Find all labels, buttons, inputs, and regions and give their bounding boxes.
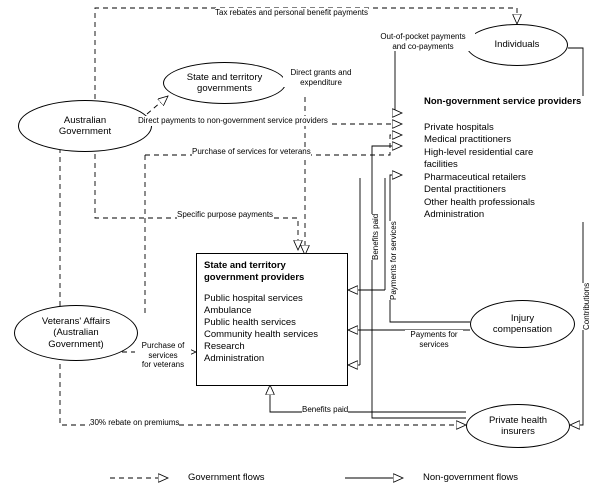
node-state-territory-providers[interactable]: [196, 253, 348, 386]
label-benefits-paid-bottom: Benefits paid: [302, 405, 349, 414]
label-purchase-services-veterans-top: Purchase of services for veterans: [192, 147, 311, 156]
legend-government-flows-label: Government flows: [188, 472, 265, 483]
label-contributions-vertical: Contributions: [582, 282, 591, 330]
node-state-territory-governments[interactable]: [163, 62, 286, 104]
label-rebate-premiums: 30% rebate on premiums: [90, 418, 180, 427]
label-purchase-services-veterans-left: Purchase of services for veterans: [135, 341, 191, 370]
non-government-providers-item: Other health professionals: [424, 196, 535, 208]
node-injury-compensation[interactable]: [470, 300, 575, 348]
state-territory-providers-title: State and territory government providers: [204, 260, 305, 283]
label-direct-payments-non-gov: Direct payments to non-government service providers: [138, 116, 328, 125]
state-territory-providers-item: Ambulance: [204, 305, 252, 316]
node-private-health-insurers[interactable]: [466, 404, 570, 448]
non-government-providers-title: Non-government service providers: [424, 96, 582, 107]
label-specific-purpose-payments: Specific purpose payments: [177, 210, 274, 219]
node-state-territory-governments-label: State and territory governments: [186, 71, 263, 94]
state-territory-providers-item: Public hospital services: [204, 293, 303, 304]
state-territory-providers-item: Public health services: [204, 317, 296, 328]
state-territory-providers-item: Research: [204, 341, 245, 352]
label-payments-for-services: Payments for services: [405, 330, 463, 349]
non-government-providers-item: Medical practitioners: [424, 134, 512, 145]
node-private-health-insurers-label: Private health insurers: [488, 414, 548, 437]
node-veterans-affairs[interactable]: [14, 305, 138, 361]
node-individuals[interactable]: [466, 24, 568, 66]
non-government-providers-item: Private hospitals: [424, 121, 494, 133]
state-territory-providers-item: Administration: [204, 353, 265, 364]
non-government-providers-item: Dental practitioners: [424, 184, 506, 195]
node-australian-government-label: Australian Government: [58, 114, 112, 137]
non-government-providers-item: High-level residential care facilities: [424, 146, 534, 170]
node-australian-government[interactable]: [18, 100, 152, 152]
label-benefits-paid-vertical: Benefits paid: [371, 213, 380, 260]
label-tax-rebates: Tax rebates and personal benefit payments: [215, 8, 368, 17]
node-non-government-providers[interactable]: [424, 96, 584, 222]
non-government-providers-item: Pharmaceutical retailers: [424, 171, 526, 183]
node-injury-compensation-label: Injury compensation: [492, 312, 553, 335]
non-government-providers-item: Administration: [424, 209, 485, 220]
label-direct-grants: Direct grants and expenditure: [283, 68, 359, 87]
state-territory-providers-item: Community health services: [204, 329, 319, 340]
legend-non-government-flows-label: Non-government flows: [423, 472, 519, 483]
label-payments-for-services-vertical: Payments for services: [389, 221, 398, 300]
node-veterans-affairs-label: Veterans' Affairs (Australian Government): [41, 315, 111, 350]
label-out-of-pocket: Out-of-pocket payments and co-payments: [371, 32, 475, 51]
node-individuals-label: Individuals: [494, 39, 540, 51]
